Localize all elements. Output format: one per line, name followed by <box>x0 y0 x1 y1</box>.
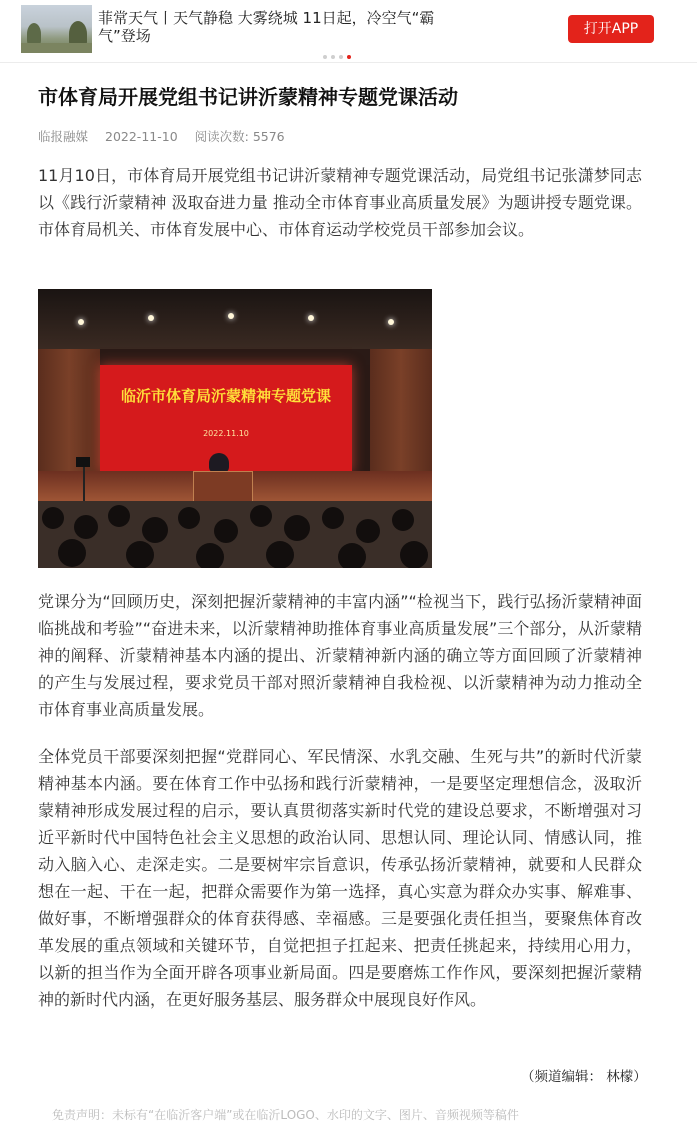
audience-head <box>266 541 294 568</box>
article-date: 2022-11-10 <box>105 129 178 144</box>
article-source: 临报融媒 <box>38 129 89 144</box>
audience-head <box>322 507 344 529</box>
article-paragraph: 11月10日，市体育局开展党组书记讲沂蒙精神专题党课活动，局党组书记张潇梦同志以《践行沂蒙精神 汲取奋进力量 推动全市体育事业高质量发展》为题讲授专题党课。市体育局机关、市体育发展中心、市体育运动学校党员干部参加会议。 <box>38 166 642 239</box>
screen-date: 2022.11.10 <box>203 429 249 438</box>
audience-head <box>108 505 130 527</box>
open-app-button[interactable]: 打开APP <box>568 15 654 43</box>
ceiling-light <box>308 315 314 321</box>
carousel-dot[interactable] <box>323 55 327 59</box>
audience-head <box>178 507 200 529</box>
audience-head <box>74 515 98 539</box>
ceiling-light <box>228 313 234 319</box>
top-app-banner[interactable] <box>0 0 697 63</box>
audience-head <box>126 541 154 568</box>
carousel-dot[interactable] <box>339 55 343 59</box>
article-title: 市体育局开展党组书记讲沂蒙精神专题党课活动 <box>38 85 458 109</box>
camera <box>76 457 90 467</box>
audience-head <box>58 539 86 567</box>
article-meta <box>38 129 298 145</box>
carousel-dots <box>323 46 355 54</box>
thumb-ground <box>21 43 92 53</box>
screen-title: 临沂市体育局沂蒙精神专题党课 <box>120 387 331 405</box>
photo-ceiling <box>38 289 432 349</box>
audience-head <box>142 517 168 543</box>
audience-area <box>38 501 432 568</box>
thumb-tree <box>27 23 41 45</box>
audience-head <box>284 515 310 541</box>
audience-head <box>400 541 428 568</box>
editor-credit: （频道编辑： 林檬） <box>521 1069 647 1085</box>
audience-head <box>338 543 366 568</box>
audience-head <box>356 519 380 543</box>
audience-head <box>42 507 64 529</box>
article-photo <box>38 289 432 568</box>
disclaimer-text: 免责声明：未标有“在临沂客户端”或在临沂LOGO、水印的文字、图片、音频视频等稿件 <box>52 1108 519 1122</box>
stage-curtain <box>38 349 100 489</box>
audience-head <box>250 505 272 527</box>
ceiling-light <box>148 315 154 321</box>
audience-head <box>214 519 238 543</box>
carousel-dot-active[interactable] <box>347 55 351 59</box>
stage-curtain <box>370 349 432 489</box>
ceiling-light <box>388 319 394 325</box>
article-read-count: 阅读次数: 5576 <box>194 129 285 144</box>
audience-head <box>196 543 224 568</box>
banner-headline[interactable]: 菲常天气丨天气静稳 大雾绕城 11日起，冷空气“霸气”登场 <box>98 9 435 45</box>
ceiling-light <box>78 319 84 325</box>
banner-thumbnail-image[interactable] <box>21 5 92 53</box>
article-paragraph: 全体党员干部要深刻把握“党群同心、军民情深、水乳交融、生死与共”的新时代沂蒙精神基本内涵。要在体育工作中弘扬和践行沂蒙精神，一是要坚定理想信念，汲取沂蒙精神形成发展过程的启示，要认真贯彻落实新时代党的建设总要求，不断增强对习近平新时代中国特色社会主义思想的政治认同、思想认同、理论认同、情感认同，推动入脑入心、走深走实。二是要树牢宗旨意识，传承弘扬沂蒙精神，就要和人民群众想在一起、干在一起，把群众需要作为第一选择，真心实意为群众办实事、解难事、做好事，不断增强群众的体育获得感、幸福感。三是要强化责任担当，要聚焦体育改革发展的重点领域和关键环节，自觉把担子扛起来、把责任挑起来，持续用心用力，以新的担当作为全面开辟各项事业新局面。四是要磨炼工作作风，要深刻把握沂蒙精神的新时代内涵，在更好服务基层、服务群众中展现良好作风。 <box>38 747 642 1009</box>
speaker-figure <box>209 453 229 473</box>
carousel-dot[interactable] <box>331 55 335 59</box>
audience-head <box>392 509 414 531</box>
article-paragraph: 党课分为“回顾历史，深刻把握沂蒙精神的丰富内涵”“检视当下，践行弘扬沂蒙精神面临挑战和考验”“奋进未来，以沂蒙精神助推体育事业高质量发展”三个部分，从沂蒙精神的阐释、沂蒙精神基本内涵的提出、沂蒙精神新内涵的确立等方面回顾了沂蒙精神的产生与发展过程，要求党员干部对照沂蒙精神自我检视、以沂蒙精神为动力推动全市体育事业高质量发展。 <box>38 592 642 719</box>
